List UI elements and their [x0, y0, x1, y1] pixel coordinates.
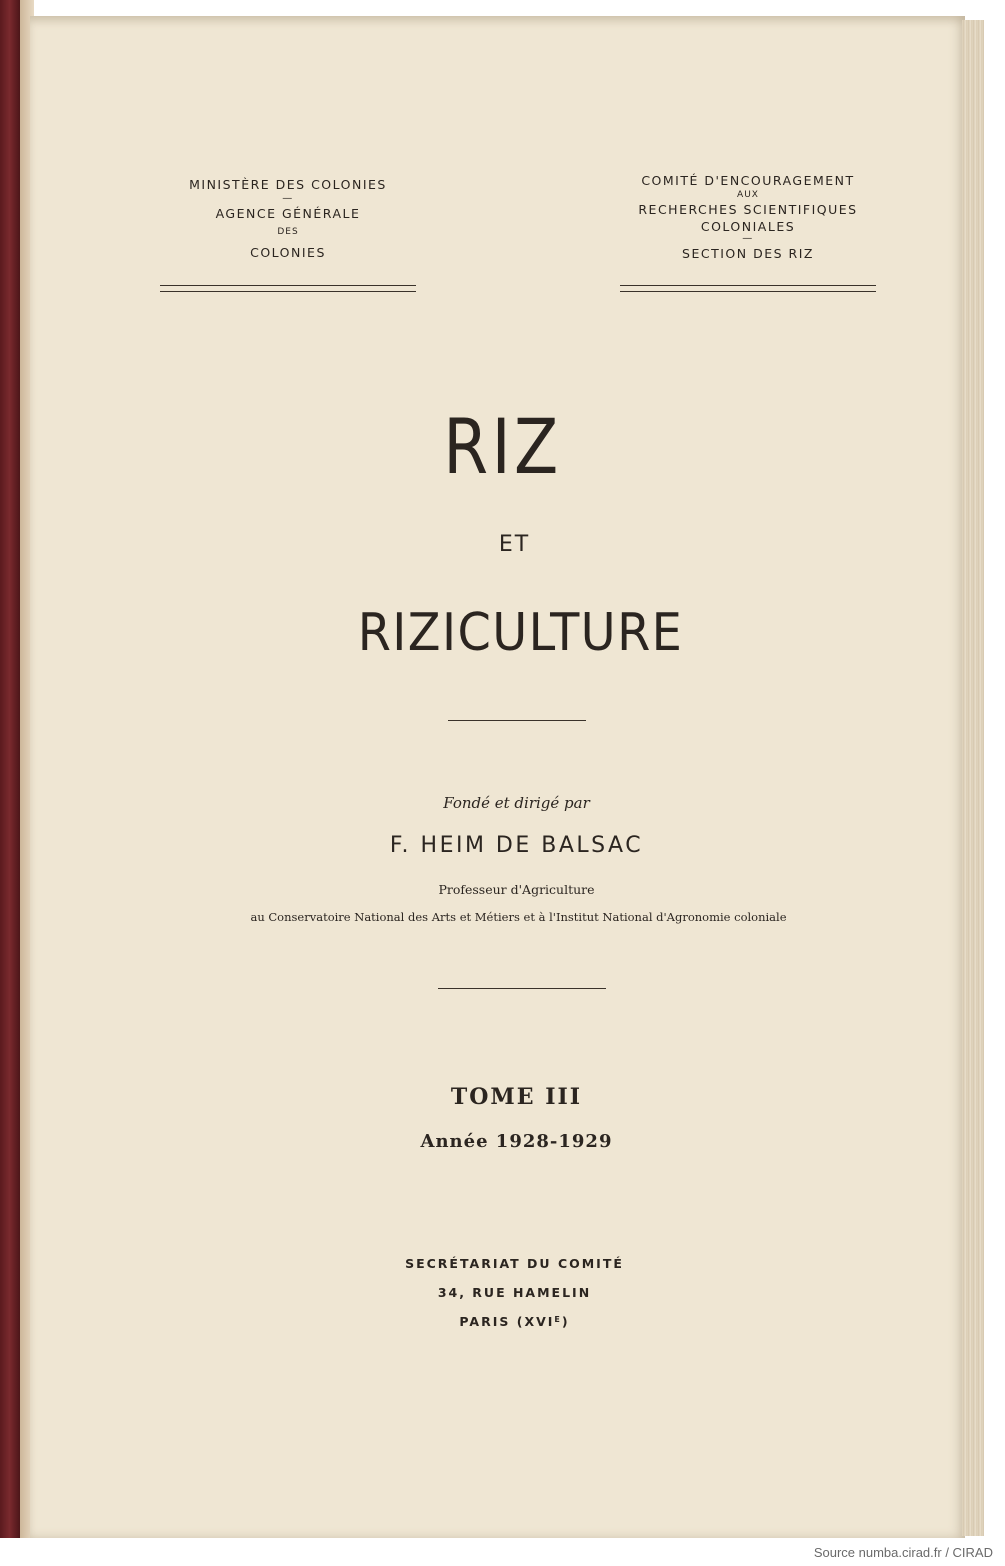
header-right-line1: COMITÉ D'ENCOURAGEMENT [641, 173, 855, 188]
header-right-line5: SECTION DES RIZ [682, 246, 814, 261]
header-left-dash: — [282, 193, 294, 204]
divider-lower [438, 988, 606, 989]
header-right-line3: RECHERCHES SCIENTIFIQUES [638, 202, 858, 217]
header-right-line4: COLONIALES [700, 219, 796, 234]
author-name: F. HEIM DE BALSAC [389, 833, 644, 858]
title-et: ET [498, 532, 531, 557]
header-right-rule [620, 285, 876, 292]
header-left-line3: DES [277, 227, 299, 237]
author-role: Professeur d'Agriculture [438, 882, 595, 897]
publisher-city: PARIS (XVI [459, 1314, 555, 1329]
header-left [160, 174, 416, 263]
header-right-dash: — [742, 233, 754, 244]
header-left-line4: COLONIES [250, 245, 326, 260]
volume-tome: TOME III [450, 1084, 583, 1110]
header-right [618, 173, 878, 264]
publisher-line1: SECRÉTARIAT DU COMITÉ [405, 1256, 624, 1271]
publisher-arrondissement-sup: E [554, 1315, 562, 1324]
header-left-line2: AGENCE GÉNÉRALE [215, 206, 361, 221]
header-left-rule [160, 285, 416, 292]
source-credit: Source numba.cirad.fr / CIRAD [813, 1545, 993, 1560]
title-riz: RIZ [443, 402, 562, 491]
author-institutions: au Conservatoire National des Arts et Métiers et à l'Institut National d'Agronomie coloniale [250, 910, 787, 924]
publisher-line2: 34, RUE HAMELIN [437, 1285, 592, 1300]
header-left-line1: MINISTÈRE DES COLONIES [189, 177, 387, 192]
divider-upper [448, 720, 586, 721]
title-riziculture: RIZICULTURE [357, 603, 684, 663]
volume-year: Année 1928-1929 [420, 1131, 613, 1152]
publisher-close: ) [561, 1314, 570, 1329]
founded-by: Fondé et dirigé par [443, 794, 590, 812]
page-edges [962, 20, 984, 1536]
publisher-line3 [12, 1314, 1005, 1329]
header-right-line2: AUX [737, 190, 759, 200]
